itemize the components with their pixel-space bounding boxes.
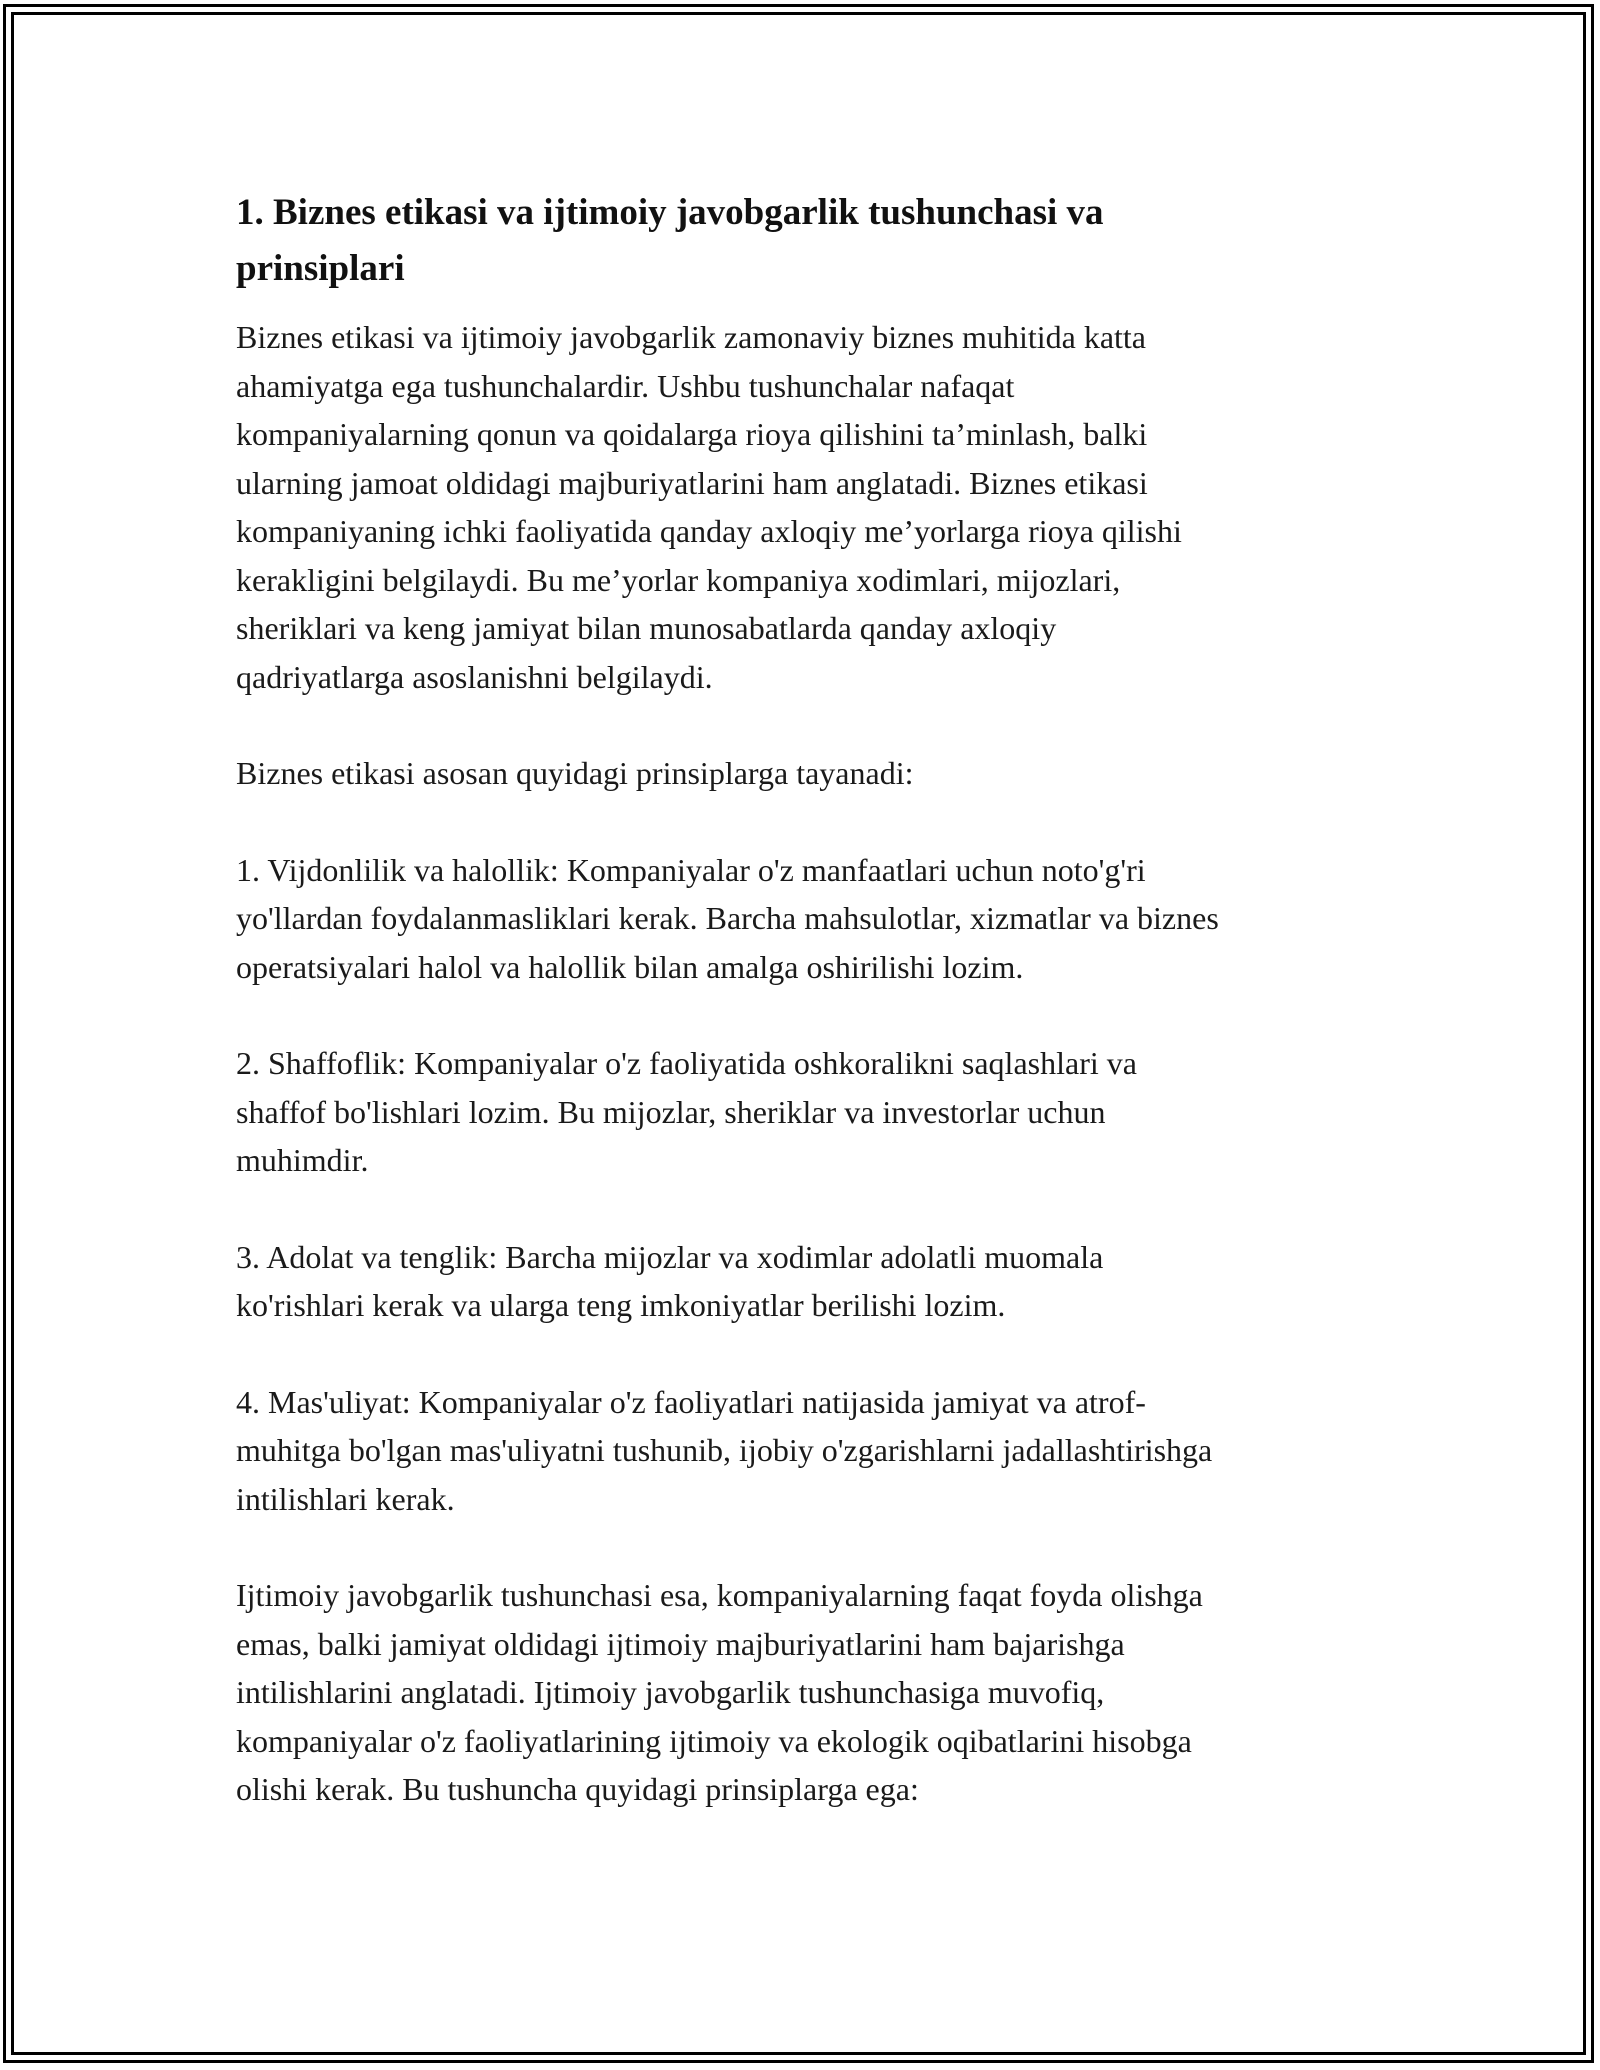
text-line: kompaniyalarning qonun va qoidalarga rioya qilishini ta’minlash, balki — [236, 416, 1148, 452]
principle-responsibility — [236, 1378, 1376, 1524]
text-line: shaffof bo'lishlari lozim. Bu mijozlar, sheriklar va investorlar uchun — [236, 1093, 1106, 1130]
text-line: intilishlarini anglatadi. Ijtimoiy javobgarlik tushunchasiga muvofiq, — [236, 1674, 1105, 1710]
text-line: ko'rishlari kerak va ularga teng imkoniyatlar berilishi lozim. — [236, 1287, 1006, 1323]
text-line: kompaniyalar o'z faoliyatlarining ijtimoiy va ekologik oqibatlarini hisobga — [236, 1722, 1192, 1759]
principles-intro-paragraph — [236, 749, 1376, 798]
intro-paragraph — [236, 313, 1376, 701]
text-line: qadriyatlarga asoslanishni belgilaydi. — [236, 658, 713, 695]
text-line: ahamiyatga ega tushunchalardir. Ushbu tushunchalar nafaqat — [236, 367, 1015, 404]
text-line: 3. Adolat va tenglik: Barcha mijozlar va xodimlar adolatli muomala — [236, 1238, 1104, 1275]
principle-fairness — [236, 1233, 1376, 1330]
paragraph-spacer — [236, 1523, 1376, 1571]
text-line: intilishlari kerak. — [236, 1480, 455, 1517]
text-line: yo'llardan foydalanmasliklari kerak. Barcha mahsulotlar, xizmatlar va biznes — [236, 900, 1219, 936]
text-line: 1. Vijdonlilik va halollik: Kompaniyalar o'z manfaatlari uchun noto'g'ri — [236, 851, 1146, 888]
paragraph-spacer — [236, 991, 1376, 1039]
principle-transparency — [236, 1039, 1376, 1185]
document-body — [236, 185, 1376, 1814]
text-line: ularning jamoat oldidagi majburiyatlarini ham anglatadi. Biznes etikasi — [236, 464, 1148, 501]
text-line: muhitga bo'lgan mas'uliyatni tushunib, ijobiy o'zgarishlarni jadallashtirishga — [236, 1432, 1213, 1468]
section-heading — [236, 185, 1376, 297]
social-responsibility-paragraph — [236, 1571, 1376, 1814]
text-line: muhimdir. — [236, 1142, 369, 1178]
principle-honesty — [236, 846, 1376, 992]
text-line: kerakligini belgilaydi. Bu me’yorlar kompaniya xodimlari, mijozlari, — [236, 561, 1121, 598]
text-line: 2. Shaffoflik: Kompaniyalar o'z faoliyatida oshkoralikni saqlashlari va — [236, 1045, 1137, 1081]
text-line: operatsiyalari halol va halollik bilan amalga oshirilishi lozim. — [236, 948, 1024, 985]
paragraph-spacer — [236, 1330, 1376, 1378]
text-line: olishi kerak. Bu tushuncha quyidagi prinsiplarga ega: — [236, 1771, 919, 1807]
paragraph-spacer — [236, 701, 1376, 749]
text-line: Biznes etikasi asosan quyidagi prinsiplarga tayanadi: — [236, 755, 914, 791]
text-line: sheriklari va keng jamiyat bilan munosabatlarda qanday axloqiy — [236, 610, 1057, 646]
text-line: kompaniyaning ichki faoliyatida qanday axloqiy me’yorlarga rioya qilishi — [236, 513, 1182, 549]
paragraph-spacer — [236, 1185, 1376, 1233]
heading-line: 1. Biznes etikasi va ijtimoiy javobgarlik tushunchasi va — [236, 192, 1104, 233]
paragraph-spacer — [236, 798, 1376, 846]
text-line: Ijtimoiy javobgarlik tushunchasi esa, kompaniyalarning faqat foyda olishga — [236, 1577, 1203, 1613]
text-line: emas, balki jamiyat oldidagi ijtimoiy majburiyatlarini ham bajarishga — [236, 1625, 1125, 1662]
heading-line: prinsiplari — [236, 248, 405, 289]
text-line: Biznes etikasi va ijtimoiy javobgarlik zamonaviy biznes muhitida katta — [236, 319, 1146, 355]
text-line: 4. Mas'uliyat: Kompaniyalar o'z faoliyatlari natijasida jamiyat va atrof- — [236, 1383, 1146, 1420]
